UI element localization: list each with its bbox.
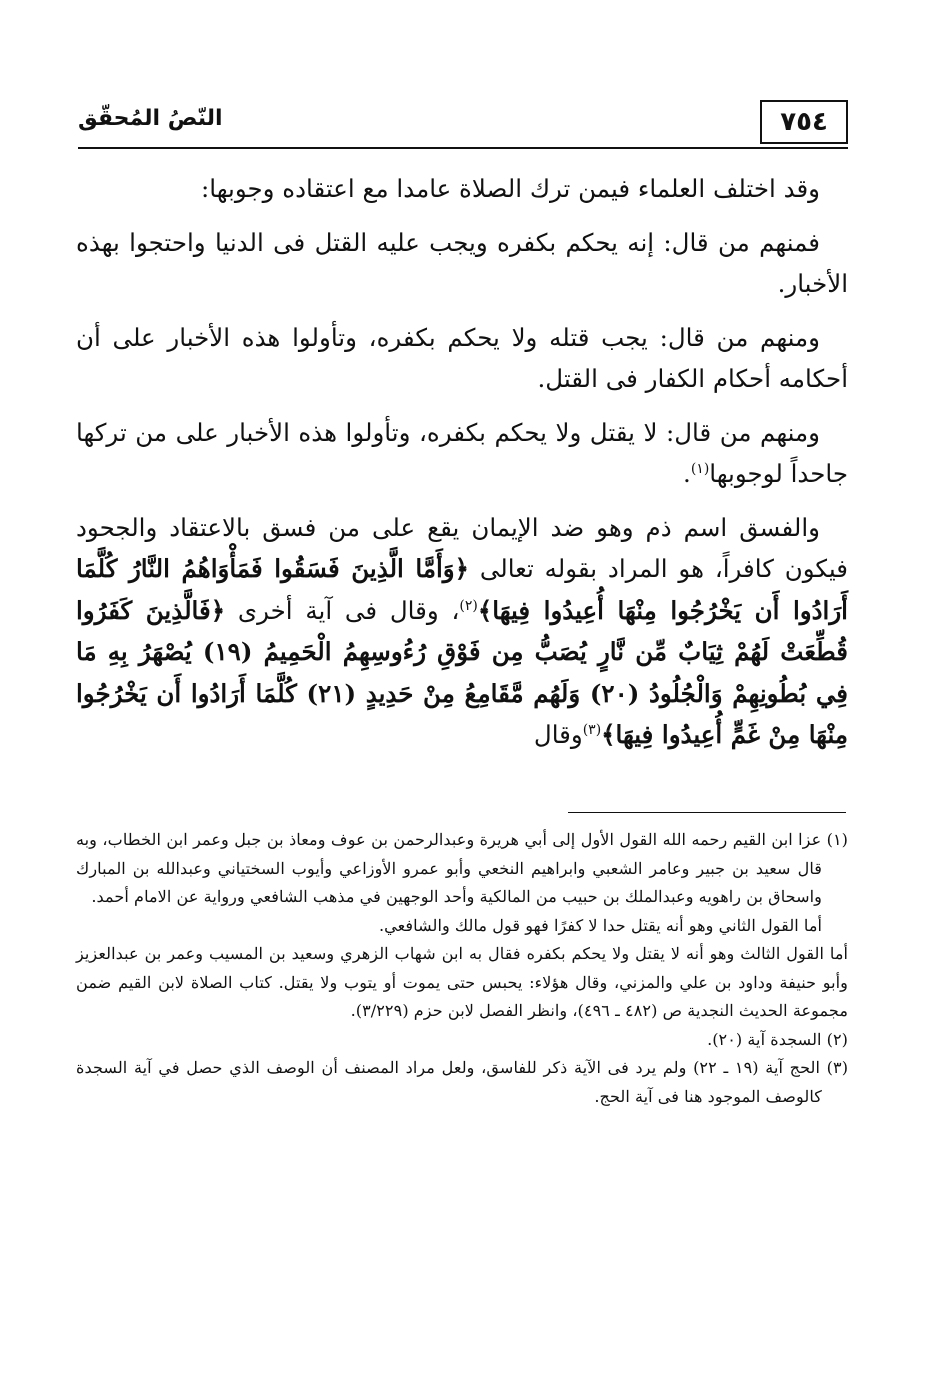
paragraph-5-text-a: والفسق اسم ذم وهو ضد الإيمان يقع على من فسق بالاعتقاد والجحود فيكون كافراً، هو المراد بقوله تعالى bbox=[76, 512, 848, 583]
footnote-rule bbox=[568, 812, 846, 813]
footnote-ref-2: (٢) bbox=[459, 597, 478, 614]
paragraph-4-end: . bbox=[683, 459, 691, 488]
footnote-3: (٣) الحج آية (١٩ ـ ٢٢) ولم يرد فى الآية ذكر للفاسق، ولعل مراد المصنف أن الوصف الذي حصل في آية السجدة كالوصف الموجود هنا فى آية الحج. bbox=[76, 1058, 849, 1106]
paragraph-3: ومنهم من قال: يجب قتله ولا يحكم بكفره، وتأولوا هذه الأخبار على أن أحكامه أحكام الكفار فى القتل. bbox=[76, 322, 848, 393]
quran-verse-2: ﴿فَالَّذِينَ كَفَرُوا قُطِّعَتْ لَهُمْ ثِيَابٌ مِّن نَّارٍ يُصَبُّ مِن فَوْقِ رُءُوسِهِمُ الْحَمِيمُ (١٩) يُصْهَرُ بِهِ مَا فِي بُطُونِهِمْ وَالْجُلُودُ (٢٠) وَلَهُم مَّقَامِعُ مِنْ حَدِيدٍ (٢١) كُلَّمَا أَرَادُوا أَن يَخْرُجُوا مِنْهَا مِنْ غَمٍّ أُعِيدُوا فِيهَا﴾ bbox=[76, 595, 848, 749]
paragraph-4-text: ومنهم من قال: لا يقتل ولا يحكم بكفره، وتأولوا هذه الأخبار على من تركها جاحداً لوجوبها bbox=[76, 417, 848, 488]
paragraph-1: وقد اختلف العلماء فيمن ترك الصلاة عامدا مع اعتقاده وجوبها: bbox=[200, 174, 820, 203]
paragraph-2: فمنهم من قال: إنه يحكم بكفره ويجب عليه القتل فى الدنيا واحتجوا بهذه الأخبار. bbox=[76, 227, 848, 298]
paragraph-4 bbox=[76, 412, 848, 495]
running-title: النّصُ المُحقّق bbox=[78, 106, 223, 131]
footnotes bbox=[76, 826, 848, 1111]
footnote-2: (٢) السجدة آية (٢٠). bbox=[707, 1029, 848, 1049]
footnote-1-part-2: أما القول الثاني وهو أنه يقتل حدا لا كفرًا فهو قول مالك والشافعي. bbox=[378, 915, 822, 935]
footnote-ref-3: (٣) bbox=[582, 721, 602, 738]
page-number: ٧٥٤ bbox=[760, 100, 848, 144]
paragraph-5 bbox=[76, 507, 848, 756]
quran-verse-1: ﴿وَأَمَّا الَّذِينَ فَسَقُوا فَمَأْوَاهُمُ النَّارُ كُلَّمَا أَرَادُوا أَن يَخْرُجُوا مِنْهَا أُعِيدُوا فِيهَا﴾ bbox=[76, 554, 848, 625]
footnote-1: (١) عزا ابن القيم رحمه الله القول الأول إلى أبي هريرة وعبدالرحمن بن عوف ومعاذ بن جبل وعمر ابن الخطاب، وبه قال سعيد بن جبير وعامر الشعبي وابراهيم النخعي وأبو عمرو الأوزاعي وأيوب السختياني وعبدالله بن المبارك واسحاق بن راهويه وعبدالملك بن حبيب من المالكية وأحد الوجهين في مذهب الشافعي ورواية عن الامام أحمد. bbox=[76, 830, 848, 906]
footnote-ref-1: (١) bbox=[690, 460, 710, 477]
header-rule bbox=[78, 147, 848, 149]
main-text bbox=[76, 168, 848, 756]
footnote-1-part-3: أما القول الثالث وهو أنه لا يقتل ولا يحكم بكفره فقال به ابن شهاب الزهري وسعيد بن المسيب وعمر بن عبدالعزيز وأبو حنيفة وداود بن علي والمزني، وقال هؤلاء: يحبس حتى يموت أو يتوب ولا يقتل. كتاب الصلاة لابن القيم ضمن مجموعة الحديث النجدية ص (٤٨٢ ـ ٤٩٦)، وانظر الفصل لابن حزم (٣/٢٢٩). bbox=[76, 944, 848, 1020]
page-header bbox=[78, 92, 848, 150]
paragraph-5-text-b: ، وقال فى آية أخرى bbox=[237, 595, 460, 625]
paragraph-5-text-c: وقال bbox=[533, 720, 583, 749]
